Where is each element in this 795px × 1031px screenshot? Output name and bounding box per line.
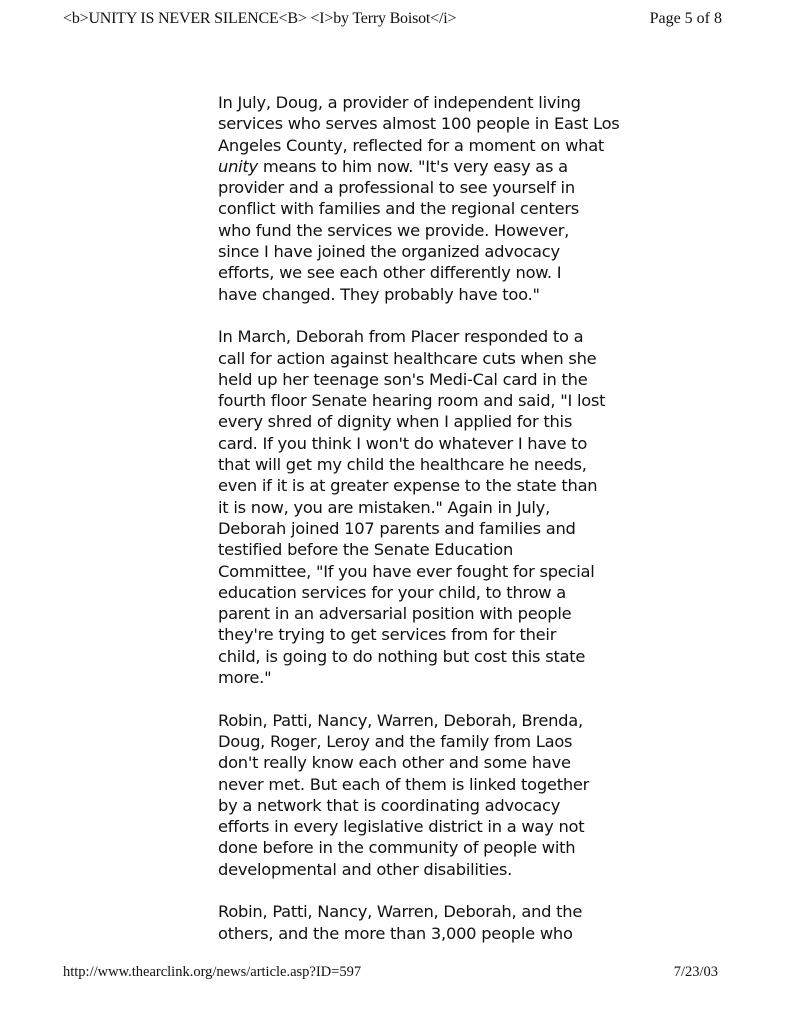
italic-word-unity: unity xyxy=(218,156,258,176)
text-line: services who serves almost 100 people in East Los xyxy=(218,114,620,134)
page-number: Page 5 of 8 xyxy=(649,10,722,27)
text-line: even if it is at greater expense to the state than xyxy=(218,476,598,496)
text-line: testified before the Senate Education xyxy=(218,540,514,560)
text-line: In March, Deborah from Placer responded to a xyxy=(218,327,584,347)
source-url-link[interactable]: http://www.thearclink.org/news/article.asp?ID=597 xyxy=(63,964,362,980)
text-line xyxy=(218,156,658,177)
text-line: they're trying to get services from for their xyxy=(218,625,557,645)
text-line: who fund the services we provide. However, xyxy=(218,220,570,240)
text-line: efforts in every legislative district in a way not xyxy=(218,817,585,837)
text-line: that will get my child the healthcare he needs, xyxy=(218,455,587,475)
article-body xyxy=(218,92,658,965)
text-line: parent in an adversarial position with people xyxy=(218,604,572,624)
paragraph-network xyxy=(218,710,658,880)
text-line: don't really know each other and some have xyxy=(218,753,571,773)
text-line: In July, Doug, a provider of independent living xyxy=(218,93,581,112)
text-line: every shred of dignity when I applied for this xyxy=(218,412,573,432)
text-line: more." xyxy=(218,668,272,688)
text-line: it is now, you are mistaken." Again in July, xyxy=(218,497,550,517)
text-line: have changed. They probably have too." xyxy=(218,284,540,304)
document-title: <b>UNITY IS NEVER SILENCE<B> <I>by Terry Boisot</i> xyxy=(63,10,457,27)
text-line: by a network that is coordinating advocacy xyxy=(218,795,561,815)
paragraph-deborah xyxy=(218,326,658,688)
text-line: Deborah joined 107 parents and families and xyxy=(218,518,576,538)
text-line: Angeles County, reflected for a moment on what xyxy=(218,135,605,155)
text-line: Doug, Roger, Leroy and the family from Laos xyxy=(218,731,573,751)
text-line: card. If you think I won't do whatever I have to xyxy=(218,433,588,453)
paragraph-closing xyxy=(218,901,658,944)
text-line: fourth floor Senate hearing room and said, "I lost xyxy=(218,391,606,411)
text-line: Robin, Patti, Nancy, Warren, Deborah, Brenda, xyxy=(218,710,583,730)
text-line: done before in the community of people with xyxy=(218,838,576,858)
text-line: never met. But each of them is linked together xyxy=(218,774,590,794)
text-line: developmental and other disabilities. xyxy=(218,859,512,879)
text-line: others, and the more than 3,000 people who xyxy=(218,923,573,943)
print-date: 7/23/03 xyxy=(673,964,718,980)
text-line: efforts, we see each other differently now. I xyxy=(218,263,562,283)
paragraph-doug xyxy=(218,92,658,305)
text-line: Committee, "If you have ever fought for special xyxy=(218,561,595,581)
text-line: call for action against healthcare cuts when she xyxy=(218,348,597,368)
text-line: Robin, Patti, Nancy, Warren, Deborah, and the xyxy=(218,902,583,922)
text-line: held up her teenage son's Medi-Cal card in the xyxy=(218,369,588,389)
text-line: education services for your child, to throw a xyxy=(218,582,567,602)
text-line: child, is going to do nothing but cost this state xyxy=(218,646,586,666)
text-line: since I have joined the organized advocacy xyxy=(218,242,560,262)
text-line: provider and a professional to see yourself in xyxy=(218,178,575,198)
text-line: conflict with families and the regional centers xyxy=(218,199,580,219)
text-line-rest: means to him now. "It's very easy as a xyxy=(257,156,568,176)
